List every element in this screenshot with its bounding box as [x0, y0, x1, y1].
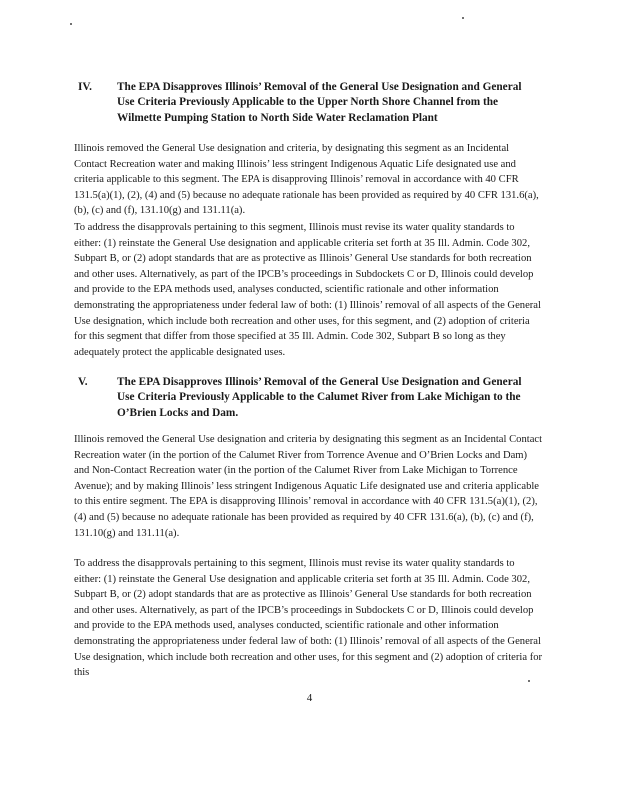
- section-iv-paragraph-2: [74, 220, 544, 360]
- section-v-paragraph-2: [74, 556, 544, 681]
- section-v-number: V.: [78, 376, 88, 388]
- section-iv-number: IV.: [78, 81, 92, 93]
- section-iv-title: The EPA Disapproves Illinois’ Removal of the General Use Designation and General Use Criteria Previously Applicable to the Upper North Shore Channel from the Wilmette Pumping Station to North Side Water Reclamation Plant: [117, 81, 522, 124]
- section-iv-paragraph-1: [74, 141, 544, 219]
- paragraph-text: To address the disapprovals pertaining to this segment, Illinois must revise its water quality standards to either: (1) reinstate the General Use designation and applicable criteria set forth at 35 Ill. Admin. Code 302, Subpart B, or (2) adopt standards that are as protective as Illinois’ General Use standards for both recreation and other uses. Alternatively, as part of the IPCB’s proceedings in Subdockets C or D, Illinois could develop and provide to the EPA methods used, analyses conducted, scientific rationale and other information demonstrating the appropriateness under federal law of both: (1) Illinois’ removal of all aspects of the General Use designation, which include both recreation and other uses, for this segment, and (2) adoption of criteria for this segment that differ from those specified at 35 Ill. Admin. Code 302, Subpart B so long as they adequately protect the applicable designated uses.: [74, 222, 541, 358]
- scan-speck: [462, 17, 464, 19]
- section-v-paragraph-1: [74, 432, 544, 541]
- paragraph-text: Illinois removed the General Use designation and criteria by designating this segment as an Incidental Contact Recreation water (in the portion of the Calumet River from Torrence Avenue and O’Brien Locks and Dam) and Non-Contact Recreation water (in the portion of the Calumet River from Lake Michigan to Torrence Avenue); and by making Illinois’ less stringent Indigenous Aquatic Life designated use and criteria applicable to this entire segment. The EPA is disapproving Illinois’ removal in accordance with 40 CFR 131.5(a)(1), (2), (4) and (5) because no adequate rationale has been provided as required by 40 CFR 131.6(a), (b), (c) and (f), 131.10(g) and 131.11(a).: [74, 434, 543, 539]
- section-v-title: The EPA Disapproves Illinois’ Removal of the General Use Designation and General Use Criteria Previously Applicable to the Calumet River from Lake Michigan to the O’Brien Locks and Dam.: [117, 376, 522, 419]
- section-iv-heading: [78, 80, 538, 126]
- page-number: 4: [306, 692, 313, 704]
- paragraph-text: Illinois removed the General Use designation and criteria, by designating this segment as an Incidental Contact Recreation water and making Illinois’ less stringent Indigenous Aquatic Life designated use and criteria applicable to this segment. The EPA is disapproving Illinois’ removal in accordance with 40 CFR 131.5(a)(1), (2), (4) and (5) because no adequate rationale has been provided as required by 40 CFR 131.6(a), (b), (c) and (f), 131.10(g) and 131.11(a).: [74, 143, 539, 217]
- section-v-heading: [78, 375, 538, 421]
- scan-speck: [70, 23, 72, 25]
- paragraph-text: To address the disapprovals pertaining to this segment, Illinois must revise its water quality standards to either: (1) reinstate the General Use designation and applicable criteria set forth at 35 Ill. Admin. Code 302, Subpart B, or (2) adopt standards that are as protective as Illinois’ General Use standards for both recreation and other uses. Alternatively, as part of the IPCB’s proceedings in Subdockets C or D, Illinois could develop and provide to the EPA methods used, analyses conducted, scientific rationale and other information demonstrating the appropriateness under federal law of both: (1) Illinois’ removal of all aspects of the General Use designation, which include both recreation and other uses, for this segment and (2) adoption of criteria for this: [74, 558, 543, 679]
